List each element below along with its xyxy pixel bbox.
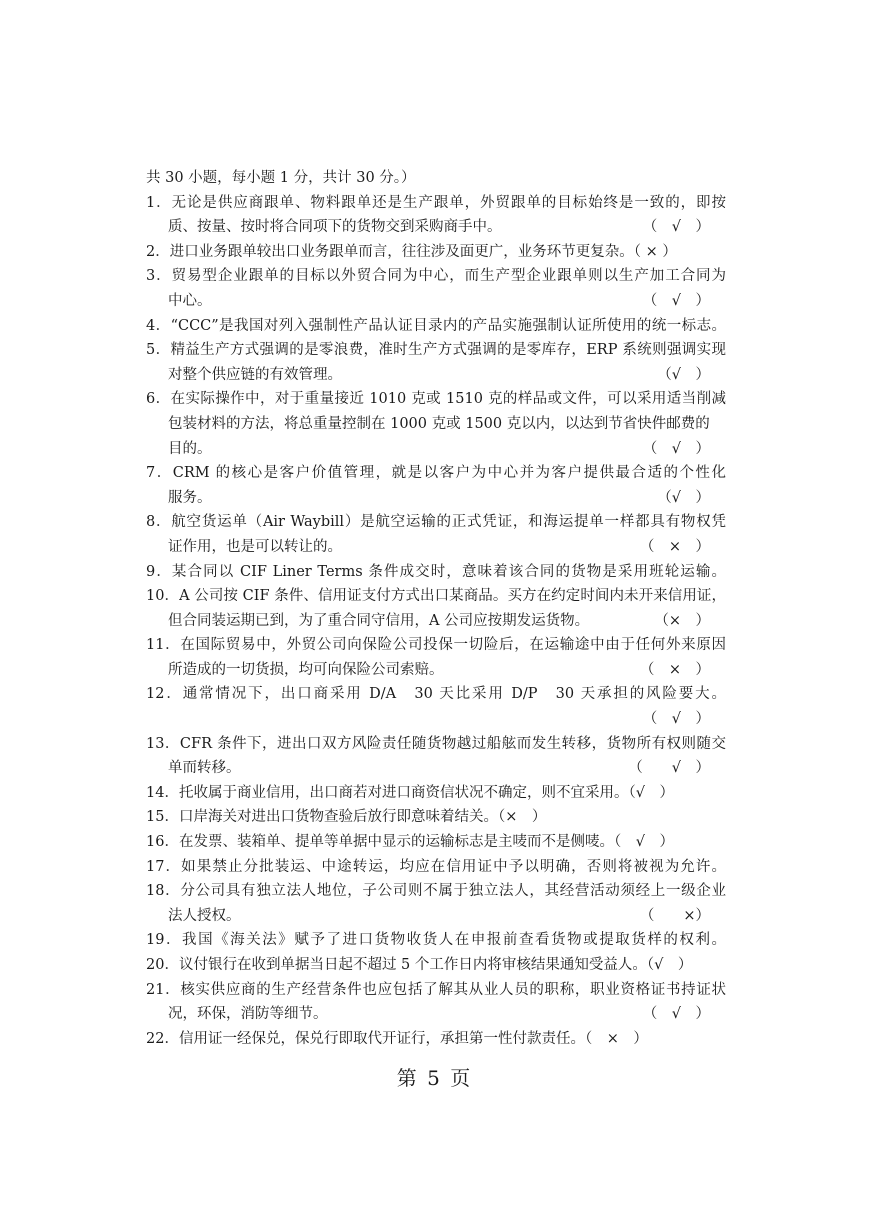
question-number: 21．	[146, 981, 181, 998]
question-number: 6．	[146, 391, 171, 408]
question-line	[146, 855, 726, 880]
answer-mark: （√ ）	[628, 784, 674, 801]
question-number: 8．	[146, 514, 172, 531]
question-text: 包装材料的方法，将总重量控制在 1000 克或 1500 克以内，以达到节省快件邮费的	[168, 415, 710, 432]
answer-mark: （ ×）	[639, 907, 710, 924]
question-line	[146, 560, 726, 585]
question-item	[146, 387, 726, 461]
question-line	[146, 240, 726, 265]
question-line-continued	[146, 658, 726, 683]
question-number: 13．	[146, 735, 180, 752]
question-text: A 公司按 CIF 条件、信用证支付方式出口某商品。买方在约定时间内未开来信用证，	[179, 588, 726, 605]
question-item	[146, 682, 726, 731]
question-number: 22．	[146, 1030, 179, 1047]
question-line-continued	[146, 1002, 726, 1027]
question-number: 7．	[146, 465, 173, 482]
question-line-continued	[146, 486, 726, 511]
question-line	[146, 387, 726, 412]
question-line	[146, 1027, 726, 1052]
answer-mark: （√ ）	[646, 957, 693, 973]
question-line	[146, 264, 726, 289]
answer-mark: （× ）	[654, 612, 710, 629]
question-item	[146, 953, 726, 978]
answer-mark: （ √ ）	[642, 219, 710, 236]
question-text: 无论是供应商跟单、物料跟单还是生产跟单，外贸跟单的目标始终是一致的，即按	[171, 194, 726, 211]
question-text: 质、按量、按时将合同项下的货物交到采购商手中。	[168, 219, 502, 236]
question-item	[146, 879, 726, 928]
true-false-items	[146, 191, 726, 1052]
question-text: 我国《海关法》赋予了进口货物收货人在申报前查看货物或提取货样的权利。	[182, 932, 727, 949]
question-number: 2．	[146, 243, 170, 260]
question-text: 通常情况下，出口商采用 D/A 30 天比采用 D/P 30 天承担的风险要大。	[182, 686, 727, 703]
question-line	[146, 191, 726, 216]
question-text: 进口业务跟单较出口业务跟单而言，往往涉及面更广，业务环节更复杂。	[169, 243, 634, 260]
question-item	[146, 338, 726, 387]
question-line-continued	[146, 289, 726, 314]
question-number: 16．	[146, 834, 179, 851]
question-text: 口岸海关对进出口货物查验后放行即意味着结关。	[178, 809, 498, 826]
question-item	[146, 1027, 726, 1052]
question-text: 某合同以 CIF Liner Terms 条件成交时，意味着该合同的货物是采用班轮运输。	[171, 563, 726, 580]
question-text: 单而转移。	[168, 760, 241, 777]
question-text: 贸易型企业跟单的目标以外贸合同为中心，而生产型企业跟单则以生产加工合同为	[171, 268, 726, 285]
question-text: 证作用，也是可以转让的。	[168, 538, 342, 555]
question-item	[146, 461, 726, 510]
question-text: 法人授权。	[168, 907, 241, 924]
question-line-continued	[146, 904, 726, 929]
question-line	[146, 978, 726, 1003]
answer-mark: （ √ ）	[628, 760, 710, 777]
question-text: 托收属于商业信用，出口商若对进口商资信状况不确定，则不宜采用。	[178, 784, 629, 801]
question-line-continued	[146, 535, 726, 560]
question-text: 分公司具有独立法人地位，子公司则不属于独立法人，其经营活动须经上一级企业	[180, 883, 727, 900]
question-number: 19．	[146, 932, 183, 949]
question-line	[146, 928, 726, 953]
question-list	[146, 166, 726, 1051]
question-line	[146, 830, 726, 855]
question-text: 对整个供应链的有效管理。	[168, 366, 342, 383]
question-text: “CCC”是我国对列入强制性产品认证目录内的产品实施强制认证所使用的统一标志。	[170, 317, 726, 334]
question-item	[146, 781, 726, 806]
question-number: 12．	[146, 686, 183, 703]
question-number: 20．	[146, 957, 179, 973]
question-item	[146, 240, 726, 265]
question-item	[146, 584, 726, 633]
question-text: 在国际贸易中，外贸公司向保险公司投保一切险后，在运输途中由于任何外来原因	[180, 637, 727, 654]
page-number: 第 5 页	[396, 1066, 473, 1090]
question-number: 9．	[146, 563, 172, 580]
question-text: 但合同装运期已到，为了重合同守信用，A 公司应按期发运货物。	[168, 612, 590, 629]
answer-mark: （√ ）	[657, 489, 710, 506]
question-number: 14．	[146, 784, 179, 801]
question-line	[146, 338, 726, 363]
question-number: 5．	[146, 342, 171, 359]
question-text: 在实际操作中，对于重量接近 1010 克或 1510 克的样品或文件，可以采用适当削减	[170, 391, 726, 408]
question-text: 所造成的一切货损，均可向保险公司索赔。	[168, 661, 444, 678]
question-line	[146, 682, 726, 707]
question-item	[146, 191, 726, 240]
question-line	[146, 510, 726, 535]
question-text: 信用证一经保兑，保兑行即取代开证行，承担第一性付款责任。	[178, 1030, 585, 1047]
question-item	[146, 928, 726, 953]
question-line	[146, 633, 726, 658]
question-item	[146, 510, 726, 559]
answer-mark: （√ ）	[657, 366, 710, 383]
question-item	[146, 732, 726, 781]
question-text: CFR 条件下，进出口双方风险责任随货物越过船舷而发生转移，货物所有权则随交	[179, 735, 726, 752]
question-item	[146, 855, 726, 880]
question-line	[146, 805, 726, 830]
question-line-continued	[146, 437, 726, 462]
question-line	[146, 953, 726, 978]
question-text: 议付银行在收到单据当日起不超过 5 个工作日内将审核结果通知受益人。	[178, 957, 647, 973]
question-line-continued	[146, 756, 726, 781]
question-line	[146, 461, 726, 486]
question-text: 在发票、装箱单、提单等单据中显示的运输标志是主唛而不是侧唛。	[178, 834, 614, 851]
answer-mark: （ √ ）	[642, 711, 710, 728]
answer-mark: （ × ）	[639, 661, 710, 678]
question-line-continued	[146, 363, 726, 388]
answer-mark: （ √ ）	[613, 834, 674, 851]
question-line	[146, 879, 726, 904]
question-number: 10．	[146, 588, 180, 605]
question-text: 如果禁止分批装运、中途转运，均应在信用证中予以明确，否则将被视为允许。	[181, 858, 727, 875]
question-text: CRM 的核心是客户价值管理，就是以客户为中心并为客户提供最合适的个性化	[172, 465, 726, 482]
question-text: 服务。	[168, 489, 212, 506]
question-number: 3．	[146, 268, 172, 285]
question-text: 中心。	[168, 292, 212, 309]
answer-mark: （ √ ）	[642, 292, 710, 309]
question-line-continued	[146, 609, 726, 634]
question-number: 1．	[146, 194, 172, 211]
section-intro: 共 30 小题，每小题 1 分，共计 30 分。）	[146, 170, 416, 186]
question-number: 15．	[146, 809, 179, 826]
question-line-continued	[146, 215, 726, 240]
question-item	[146, 805, 726, 830]
answer-mark: （ × ）	[633, 243, 677, 260]
question-number: 11．	[146, 637, 181, 654]
question-line-continued	[146, 412, 726, 437]
question-number: 17．	[146, 858, 182, 875]
answer-mark: （ √ ）	[642, 440, 710, 457]
question-text: 精益生产方式强调的是零浪费，准时生产方式强调的是零库存，ERP 系统则强调实现	[170, 342, 726, 359]
question-text: 核实供应商的生产经营条件也应包括了解其从业人员的职称，职业资格证书持证状	[180, 981, 727, 998]
question-line	[146, 584, 726, 609]
question-line	[146, 781, 726, 806]
question-item	[146, 264, 726, 313]
question-item	[146, 314, 726, 339]
question-line-continued	[146, 707, 726, 732]
question-item	[146, 830, 726, 855]
question-text: 况，环保，消防等细节。	[168, 1006, 328, 1023]
question-item	[146, 633, 726, 682]
answer-mark: （× ）	[497, 809, 547, 826]
question-text: 目的。	[168, 440, 212, 457]
answer-mark: （ × ）	[584, 1030, 648, 1047]
question-line	[146, 732, 726, 757]
question-line	[146, 314, 726, 339]
answer-mark: （ √ ）	[642, 1006, 710, 1023]
question-item	[146, 560, 726, 585]
answer-mark: （ × ）	[639, 538, 710, 555]
question-item	[146, 978, 726, 1027]
question-text: 航空货运单（Air Waybill）是航空运输的正式凭证，和海运提单一样都具有物权凭	[171, 514, 726, 531]
question-number: 4．	[146, 317, 171, 334]
question-number: 18．	[146, 883, 181, 900]
